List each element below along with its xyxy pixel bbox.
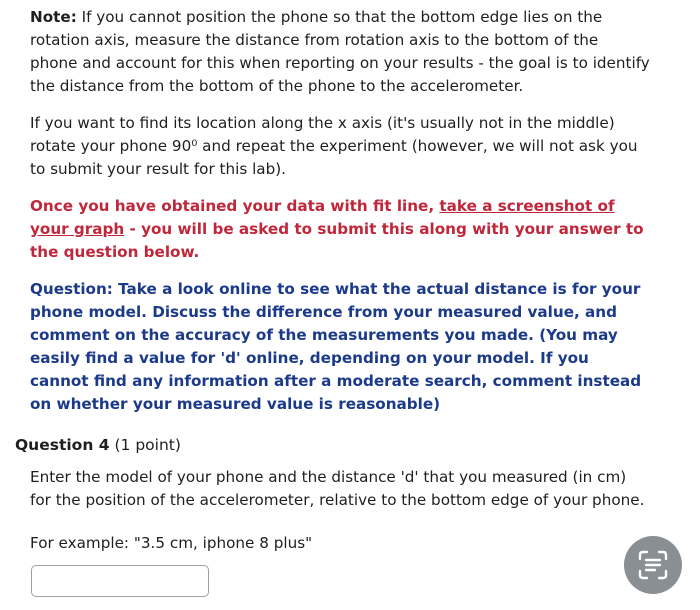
note-text: If you cannot position the phone so that the bottom edge lies on the rotation axis, measure the distance from rotation axis to the bottom of the phone and account for this when reporting on your results - the goal is to identify the distance from the bottom of the phone to the accelerometer. [30,8,650,95]
screenshot-instruction [30,195,650,264]
question4-body [30,466,650,512]
text-scan-button[interactable] [624,536,682,594]
question4-points: (1 point) [114,436,181,454]
note-label: Note: [30,8,77,26]
answer-input[interactable] [31,565,209,597]
text-scan-icon [636,548,670,582]
screenshot-instruction-after: - you will be asked to submit this along with your answer to the question below. [30,220,644,261]
note-paragraph [30,6,650,98]
screenshot-link[interactable]: take a screenshot of your graph [30,197,615,238]
question4-heading: Question 4 [15,436,110,454]
question4-prompt: Enter the model of your phone and the distance 'd' that you measured (in cm) for the position of the accelerometer, relative to the bottom edge of your phone. [30,468,645,509]
location-paragraph: If you want to find its location along the x axis (it's usually not in the middle) rotate your phone 90⁰ and repeat the experiment (however, we will not ask you to submit your result for this lab). [30,114,638,178]
question-paragraph: Question: Take a look online to see what the actual distance is for your phone model. Discuss the difference from your measured value, and comment on the accuracy of the measurements you made. (You may easily find a value for 'd' online, depending on your model. If you cannot find any information after a moderate search, comment instead on whether your measured value is reasonable) [30,280,642,413]
screenshot-instruction-before: Once you have obtained your data with fit line, [30,197,440,215]
instructions-content [30,6,650,416]
question4-example: For example: "3.5 cm, iphone 8 plus" [30,534,313,552]
question4-title [15,434,181,456]
